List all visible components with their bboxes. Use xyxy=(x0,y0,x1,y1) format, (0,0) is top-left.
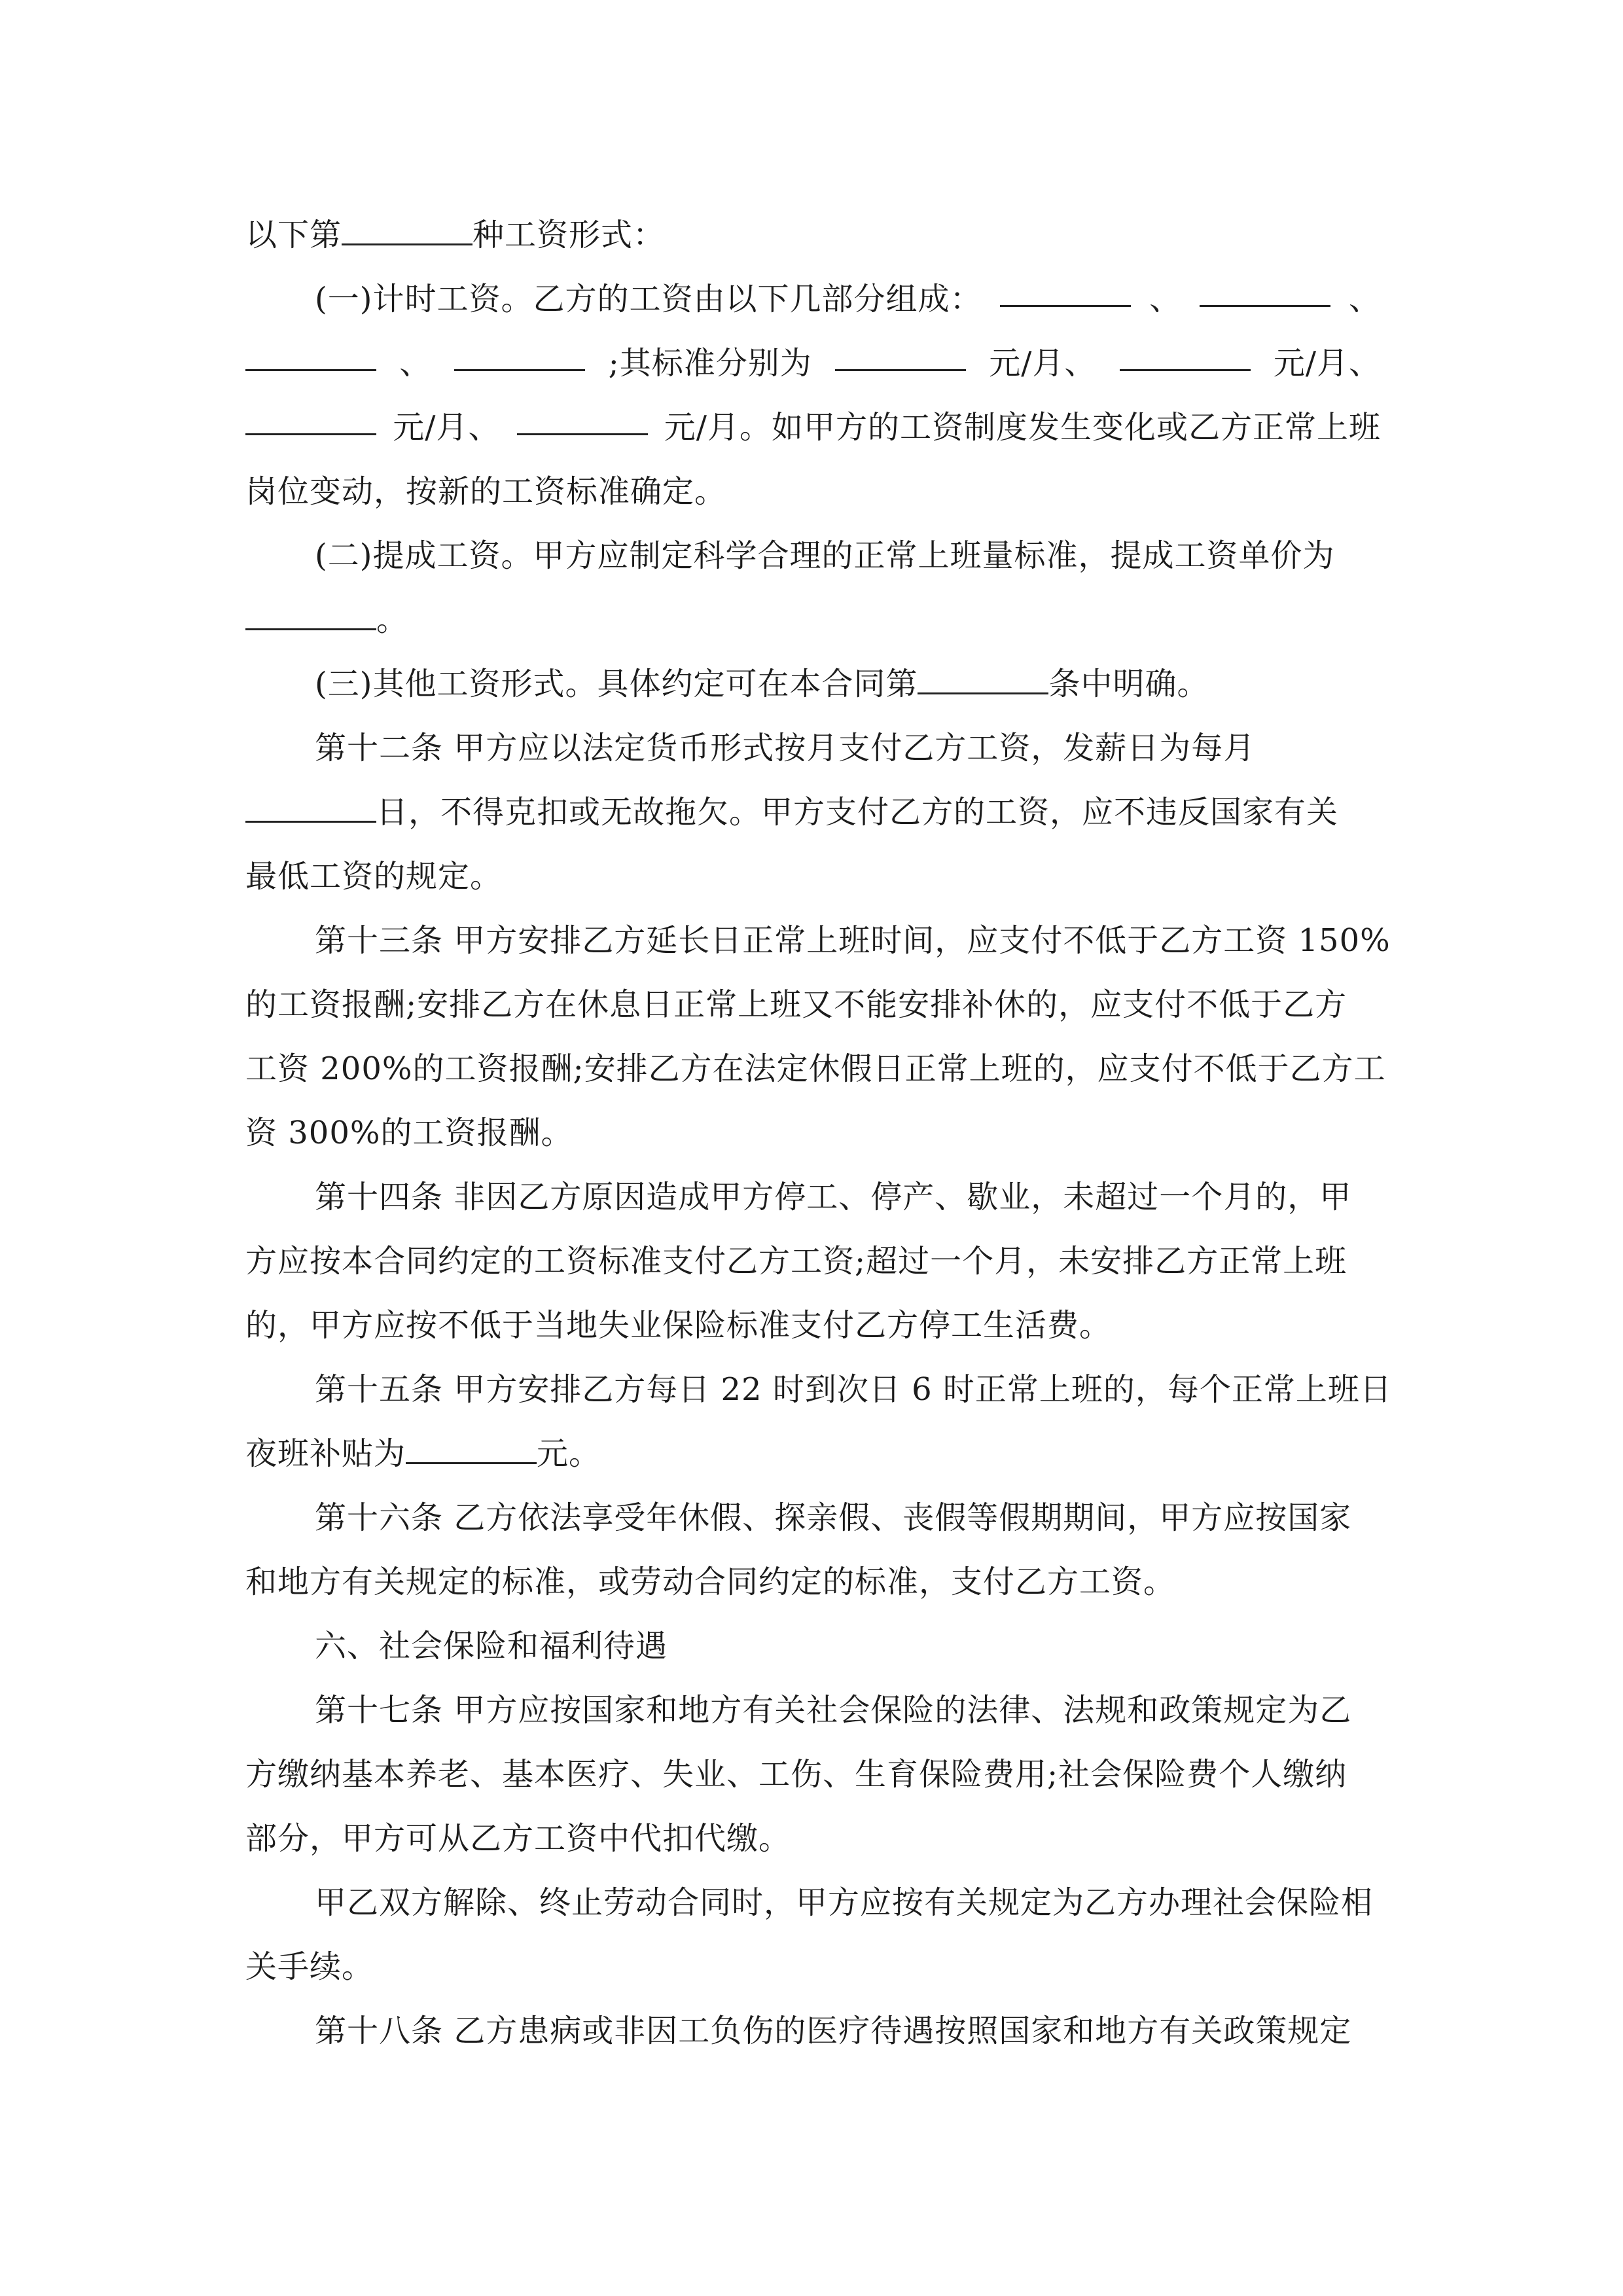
text-line-25: 方缴纳基本养老、基本医疗、失业、工伤、生育保险费用;社会保险费个人缴纳 xyxy=(245,1756,1347,1793)
fill-in-blank[interactable] xyxy=(245,590,376,630)
text-line-24: 第十七条 甲方应按国家和地方有关社会保险的法律、法规和政策规定为乙 xyxy=(315,1692,1352,1729)
text-line-5: 岗位变动，按新的工资标准确定。 xyxy=(245,473,727,510)
text-fragment: 、 xyxy=(399,345,432,382)
text-line-28: 关手续。 xyxy=(245,1948,374,1985)
text-line-20 xyxy=(245,1422,1381,1486)
text-line-13: 的工资报酬;安排乙方在休息日正常上班又不能安排补休的，应支付不低于乙方 xyxy=(245,986,1347,1023)
text-line-19: 第十五条 甲方安排乙方每日 22 时到次日 6 时正常上班的，每个正常上班日 xyxy=(315,1371,1392,1408)
fill-in-blank[interactable] xyxy=(1000,267,1131,307)
text-line-4 xyxy=(245,395,1381,459)
text-fragment: 元。 xyxy=(537,1435,601,1472)
fill-in-blank[interactable] xyxy=(406,1424,537,1464)
fill-in-blank[interactable] xyxy=(918,655,1048,694)
text-line-26: 部分，甲方可从乙方工资中代扣代缴。 xyxy=(245,1820,791,1857)
fill-in-blank[interactable] xyxy=(245,783,376,823)
text-fragment: 日，不得克扣或无故拖欠。甲方支付乙方的工资，应不违反国家有关 xyxy=(376,794,1339,831)
text-line-14: 工资 200%的工资报酬;安排乙方在法定休假日正常上班的，应支付不低于乙方工 xyxy=(245,1050,1386,1087)
text-line-27: 甲乙双方解除、终止劳动合同时，甲方应按有关规定为乙方办理社会保险相 xyxy=(315,1884,1374,1921)
fill-in-blank[interactable] xyxy=(454,331,585,371)
fill-in-blank[interactable] xyxy=(1200,267,1330,307)
text-line-18: 的，甲方应按不低于当地失业保险标准支付乙方停工生活费。 xyxy=(245,1307,1112,1344)
text-line-29: 第十八条 乙方患病或非因工负伤的医疗待遇按照国家和地方有关政策规定 xyxy=(315,2013,1352,2049)
text-line-7 xyxy=(245,588,1381,652)
text-fragment: 、 xyxy=(1348,281,1381,317)
text-line-9: 第十二条 甲方应以法定货币形式按月支付乙方工资，发薪日为每月 xyxy=(315,730,1256,766)
fill-in-blank[interactable] xyxy=(245,331,376,371)
text-line-15: 资 300%的工资报酬。 xyxy=(245,1115,573,1151)
text-line-11: 最低工资的规定。 xyxy=(245,858,503,895)
text-fragment: 元/月、 xyxy=(393,409,501,446)
text-line-2 xyxy=(245,267,1381,331)
text-line-6: (二)提成工资。甲方应制定科学合理的正常上班量标准，提成工资单价为 xyxy=(315,537,1335,574)
text-fragment: (一)计时工资。乙方的工资由以下几部分组成： xyxy=(315,281,982,317)
text-fragment: 以下第 xyxy=(245,217,342,253)
fill-in-blank[interactable] xyxy=(342,206,473,245)
fill-in-blank[interactable] xyxy=(835,331,966,371)
text-fragment: 条中明确。 xyxy=(1048,666,1209,702)
text-line-1 xyxy=(245,203,1381,267)
text-line-3 xyxy=(245,331,1381,395)
text-line-22: 和地方有关规定的标准，或劳动合同约定的标准，支付乙方工资。 xyxy=(245,1564,1176,1600)
text-fragment: (三)其他工资形式。具体约定可在本合同第 xyxy=(315,666,918,702)
text-line-10 xyxy=(245,780,1381,844)
document-page xyxy=(245,203,1392,2063)
section-heading: 六、社会保险和福利待遇 xyxy=(315,1628,668,1664)
text-line-17: 方应按本合同约定的工资标准支付乙方工资;超过一个月，未安排乙方正常上班 xyxy=(245,1243,1347,1280)
text-line-12: 第十三条 甲方安排乙方延长日正常上班时间，应支付不低于乙方工资 150% xyxy=(315,922,1391,959)
text-line-21: 第十六条 乙方依法享受年休假、探亲假、丧假等假期期间，甲方应按国家 xyxy=(315,1499,1352,1536)
text-line-16: 第十四条 非因乙方原因造成甲方停工、停产、歇业，未超过一个月的，甲 xyxy=(315,1179,1352,1215)
text-fragment: 。 xyxy=(376,601,409,638)
text-fragment: 元/月、 xyxy=(1273,345,1381,382)
fill-in-blank[interactable] xyxy=(517,395,648,435)
text-fragment: 夜班补贴为 xyxy=(245,1435,406,1472)
text-fragment: 元/月、 xyxy=(989,345,1097,382)
text-fragment: ;其标准分别为 xyxy=(608,345,812,382)
text-fragment: 种工资形式： xyxy=(473,217,666,253)
fill-in-blank[interactable] xyxy=(245,395,376,435)
text-line-8 xyxy=(245,652,1381,716)
text-fragment: 、 xyxy=(1149,281,1182,317)
text-fragment: 元/月。如甲方的工资制度发生变化或乙方正常上班 xyxy=(664,409,1381,446)
fill-in-blank[interactable] xyxy=(1120,331,1251,371)
